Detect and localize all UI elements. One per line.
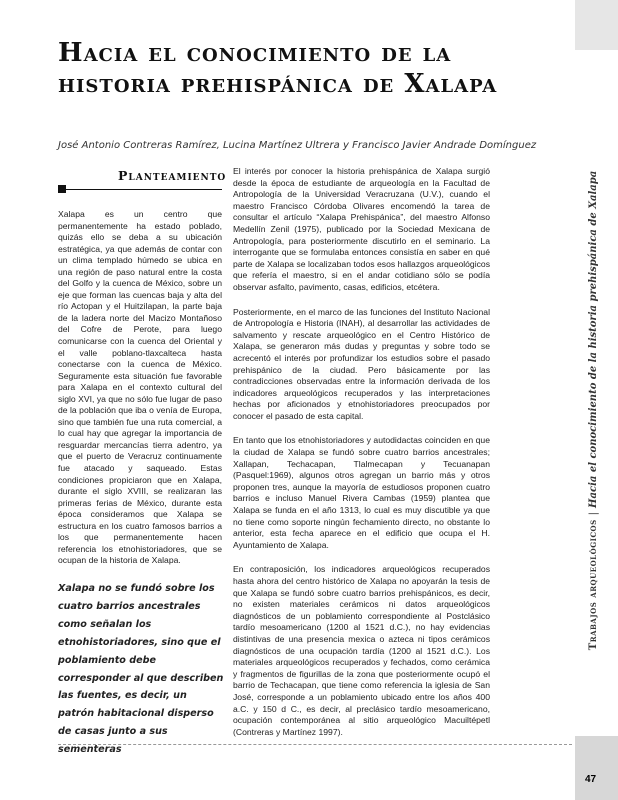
section-heading: Planteamiento bbox=[118, 168, 227, 183]
body-paragraph: En tanto que los etnohistoriadores y autodidactas coinciden en que la ciudad de Xalapa se fundó sobre cuatro barrios ancestrales; Xallapan, Techacapan, Tlalmecapan y Tecuanapan (Pasquel:1969), algunos otros agregan un barrio más y otros proponen tres, aunque la mayoría de estudiosos proponen cuatro barrios e incluso Manuel Rivera Cambas (1959) plantea que Xalapa se funda en el año 1313, lo cual es muy discutible ya que no tiene como soporte ningún fechamiento directo, no obstante lo anterior, esta fecha aparece en el edificio que ocupa el H. Ayuntamiento de Xalapa. bbox=[233, 435, 490, 550]
sidebar-top-tab bbox=[575, 0, 618, 50]
running-head-separator: | bbox=[588, 511, 600, 515]
running-head-journal: Trabajos arqueológicos bbox=[588, 518, 600, 650]
running-head bbox=[583, 90, 605, 730]
left-column-text: Xalapa es un centro que permanentemente ha estado poblado, quizás ello se deba a su ubicación estratégica, ya que además de contar con un clima templado húmedo se ubica en una región de paso natural entre la costa del Golfo y la cuenca de México, sobre un eje que forman las cuencas baja y alta del río Actopan y el Huitzilapan, la parte baja de la ladera norte del Macizo Montañoso del Cofre de Perote, para luego comunicarse con la cuenca del Oriental y el valle poblano-tlaxcalteca hasta conectarse con la cuenca de México. Seguramente esta situación fue favorable para Xalapa en el contexto cultural del siglo XVI, ya que no sólo fue lugar de paso de la población que iba o venía de Europa, sino que también fue una ruta comercial, a lo cual hay que agregar la importancia de resguardar mercancías tierra adentro, ya que el puerto de Veracruz continuamente fue atacado y saqueado. Estas condiciones propiciaron que en Xalapa, durante el siglo XVIII, se realizaran las primeras ferias de México, durante esta época consideramos que Xalapa se estructura en los cuatro famosos barrios a los que permanentemente hacen referencia los etnohistoriadores, que se ocupan de la historia de Xalapa. bbox=[58, 209, 222, 566]
footer-divider bbox=[58, 744, 572, 745]
running-head-title: Hacia el conocimiento de la historia prehispánica de Xalapa bbox=[588, 170, 600, 508]
page-number: 47 bbox=[585, 774, 597, 785]
pull-quote: Xalapa no se fundó sobre los cuatro barrios ancestrales como señalan los etnohistoriadores, sino que el poblamiento debe corresponder al que describen las fuentes, es decir, un patrón habitacional disperso de casas junto a sus sementeras bbox=[58, 583, 224, 756]
sidebar-bottom-tab bbox=[575, 736, 618, 800]
article-title: Hacia el conocimiento de la historia prehispánica de Xalapa bbox=[58, 38, 498, 99]
body-paragraph: En contraposición, los indicadores arqueológicos recuperados hasta ahora del centro histórico de Xalapa no apoyarán la tesis de que Xalapa se fundó sobre cuatro barrios prehispánicos, es decir, no existen materiales cerámicos ni datos arqueológicos diagnósticos de un poblamiento correspondiente al Postclásico tardío mesoamericano (1200 al 1521 d.C.), no hay evidencias distintivas de una presencia mexica o azteca ni tipos cerámicos diagnósticos de una ocupación tardía (1200 al 1521 d.C.). Los materiales arqueológicos recuperados y fechados, como cerámica y fragmentos de figurillas de la zona que posteriormente ocupó el barrio de Techacapan, que tiene como referencia la iglesia de San José, corresponde a un poblamiento ubicado entre los años 400 a.C. y 150 d C., es decir, al preclásico tardío mesoamericano, ocupación contemporánea al sitio arqueológico Macuiltépetl (Contreras y Martínez 1997). bbox=[233, 564, 490, 737]
article-authors: José Antonio Contreras Ramírez, Lucina Martínez Ultrera y Francisco Javier Andrade Domínguez bbox=[58, 140, 537, 151]
section-divider bbox=[58, 189, 222, 190]
right-column bbox=[233, 166, 490, 738]
body-paragraph: Posteriormente, en el marco de las funciones del Instituto Nacional de Antropología e Historia (INAH), al desarrollar las actividades de salvamento y rescate arqueológico en el Centro Histórico de Xalapa, se generaron más dudas y preguntas y sobre todo se acrecentó el interés por profundizar los estudios sobre el pasado prehispánico de la ciudad. Pero básicamente por las contradicciones observadas entre la información derivada de los indicadores arqueológicos recuperados y las interpretaciones hechas por aficionados y etnohistoriadores preocupados por conocer el pasado de esta capital. bbox=[233, 306, 490, 421]
body-paragraph: El interés por conocer la historia prehispánica de Xalapa surgió desde la época de estudiante de arqueología en la Facultad de Antropología de la Universidad Veracruzana (U.V.), cuando el maestro Francisco Córdoba Olivares encomendó la tarea de consultar el artículo “Xalapa Prehispánica”, del maestro Alfonso Medellín Zenil (1975), publicado por la Sociedad Mexicana de Antropología, para posteriormente discutirlo en el seminario. La interrogante que se formulaba entonces consistía en saber en qué parte de Xalapa se localizaban todos esos hallazgos arqueológicos que refería el maestro, si en el andar cotidiano sólo se podía observar asfalto, pavimento, casas, edificios, etcétera. bbox=[233, 166, 490, 292]
